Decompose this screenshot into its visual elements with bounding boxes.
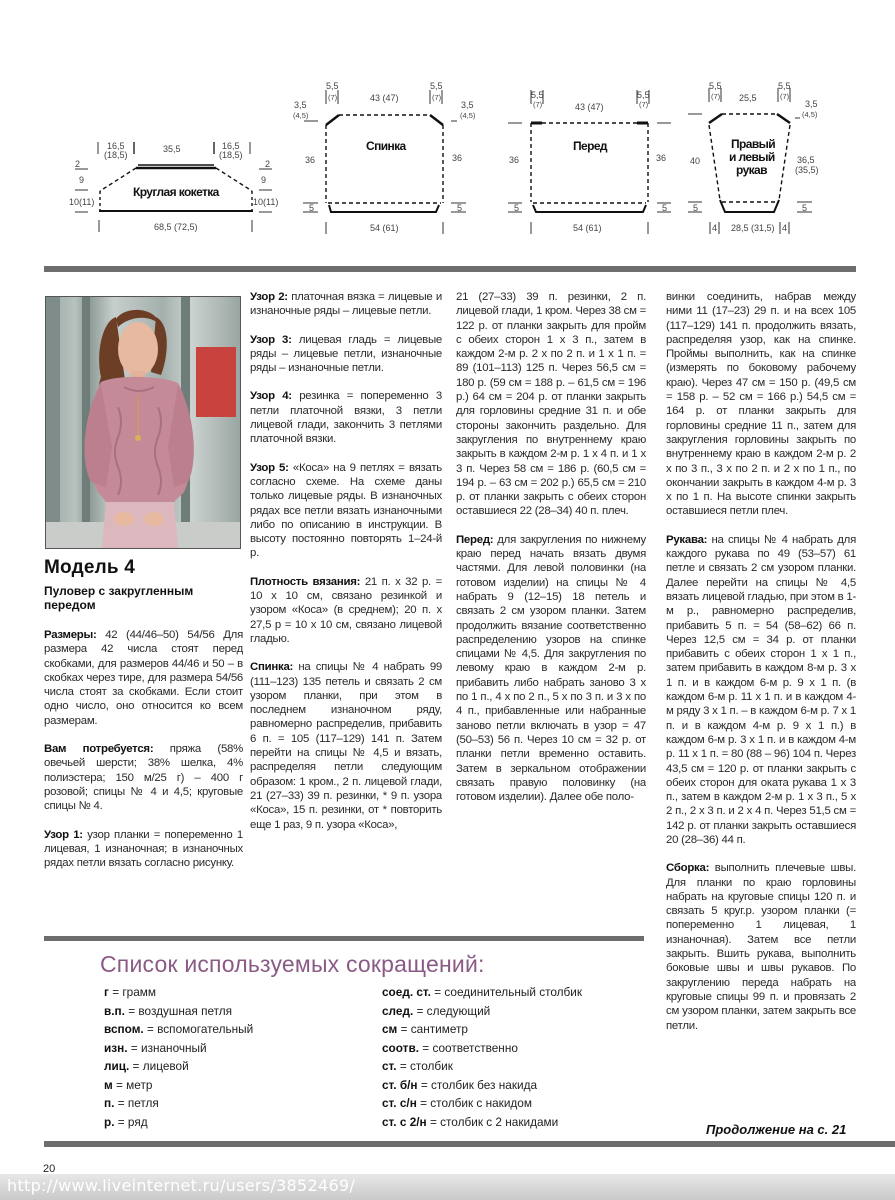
back-section-continued (456, 290, 646, 519)
front-top: 43 (47) (575, 102, 604, 112)
back-text-part1: на спицы № 4 набрать 99 (111–123) 135 петель и связать 2 см узором планки, при этом в последнем изнаночном ряду, равномерно распределив, прибавить 6 п. = 105 (117–129) 141 п. Затем перейти на спицы № 4,5 и вязать, распределяя петли следующим образом: 1 кром., 2 п. лицевой глади, 21 (27–33) 39 п. резинки, * 9 п. узора «Коса», 15 п. резинки, от * повторить еще 1 раз, 9 п. узора «Коса», (250, 661, 442, 831)
yoke-right-top: 2 (265, 159, 271, 169)
sleeve-diagram (688, 81, 819, 234)
sleeve-label-1: Правый (731, 137, 776, 151)
pattern1-text: узор планки = попеременно 1 лицевая, 1 изнаночная; в изнаночных рядах петли вязать согласно рисунку. (44, 828, 243, 870)
divider-abbreviations (44, 936, 644, 941)
divider-top (44, 266, 856, 272)
abbr-term: ст. (382, 1059, 397, 1073)
abbr-term: вспом. (104, 1022, 144, 1036)
abbreviation-item (382, 1002, 582, 1021)
abbr-meaning: = вспомогательный (143, 1022, 254, 1036)
abbr-term: след. (382, 1003, 414, 1018)
sleeve-bottom-side-right: 4 (782, 223, 788, 233)
yoke-left-mid: 9 (79, 175, 85, 185)
abbr-meaning: = лицевой (129, 1059, 189, 1073)
back-label: Спинка (366, 139, 406, 153)
materials-text: пряжа (58% овечьей шерсти; 38% шелка, 4% полиэстера; 150 м/25 г) – 400 г розовой; спицы № 4 и 4,5; круговые спицы № 4. (44, 743, 243, 813)
sleeve-bottom: 28,5 (31,5) (731, 223, 775, 233)
sleeve-cap-left-alt: (7) (711, 92, 721, 101)
sleeve-height-left: 40 (690, 156, 701, 166)
abbr-term: ст. с/н (382, 1096, 417, 1110)
front-shoulder-left-alt: (7) (533, 100, 543, 109)
back-text-part2: 21 (27–33) 39 п. резинки, 2 п. лицевой глади, 1 кром. Через 38 см = 122 р. от планки закрыть для пройм с обеих сторон 1 х 3 п., затем в каждом 2-м р. 2 х по 2 п. и 1 х 1 п. = 89 (101–113) 125 п. Через 56,5 см = 180 р. (59 см = 188 р. – 61,5 см = 196 р.) 64 см = 204 р. от планки закрыть для горловины средние 31 п. и обе стороны закончить раздельно. Для закругления по внутреннему краю закрыть в каждом 2-м р. 1 х 4 п. и 1 х 3 п. Через 58 см = 186 р. (60,5 см = 194 р. – 63 см = 202 р.) 65,5 см = 210 р. от планки закрыть с обеих сторон оставшиеся 22 (28–34) 40 п. плеч. (456, 291, 646, 518)
sleeve-right-top: 3,5 (805, 99, 818, 109)
sleeve-label-2: и левый (729, 150, 775, 164)
abbreviations-list-left (104, 983, 253, 1131)
back-top: 43 (47) (370, 93, 399, 103)
abbr-meaning: = воздушная петля (124, 1003, 233, 1018)
pattern4-section (250, 389, 442, 446)
assembly-text: выполнить плечевые швы. Для планки по краю горловины набрать на круговые спицы 120 п. и связать 5 круг.р. узором планки (= попеременно 1 лицевая, 1 изнаночная). Затем все петли закрыть. Вшить рукава, выполнить боковые швы и швы рукавов. По закруглению переда набрать на круговые спицы 99 п. и провязать 2 см узором планки, затем закрыть все петли. (666, 862, 856, 1032)
abbr-term: см (382, 1022, 398, 1036)
abbr-term: м (104, 1077, 113, 1092)
abbreviation-item (104, 1020, 253, 1039)
abbr-meaning: = петля (114, 1096, 159, 1110)
front-text-part1: для закругления по нижнему краю перед начать вязать двумя частями. Для левой половинки (на готовом изделии) на спицы № 4 набрать 9 (12–15) 18 петель и связать 2 см узором планки. Затем продолжить вязание соответственно распределению узоров на спинке спицами № 4,5. Для закругления по левому краю в каждом 2-м р. прибавить либо набрать заново 3 х по 1 п., 4 х по 2 п., 5 х по 3 п. и 3 х по 4 п., прибавленные или набранные заново петли включать в узор = 47 (50–53) 56 п. Через 10 см = 32 р. от планки петли временно оставить. Затем в зеркальном отображении связать правую половинку (на готовом изделии). Далее обе поло- (456, 533, 646, 804)
front-label: Перед (573, 139, 607, 153)
pattern3-heading: Узор 3: (250, 333, 292, 346)
abbreviation-item (382, 1057, 582, 1076)
abbr-meaning: = соединительный столбик (430, 985, 583, 999)
pattern4-text: резинка = попеременно 3 петли платочной вязки, 3 петли лицевой глади, закончить 3 петлями платочной вязки. (250, 390, 442, 446)
pattern5-heading: Узор 5: (250, 461, 289, 474)
yoke-top-right: 16,5 (222, 141, 240, 151)
sizes-section (44, 628, 243, 728)
front-bottom: 54 (61) (573, 223, 602, 233)
pattern1-section (44, 828, 243, 871)
abbreviations-title: Список используемых сокращений: (100, 951, 485, 977)
assembly-heading: Сборка: (666, 862, 710, 875)
gauge-text: 21 п. х 32 р. = 10 х 10 см, связано резинкой и узором «Коса» (в среднем); 20 п. х 27,5 р = 10 х 10 см, связано лицевой гладью. (250, 575, 442, 645)
yoke-label: Круглая кокетка (133, 185, 219, 199)
sleeve-cap-right: 5,5 (778, 81, 791, 91)
abbr-term: соотв. (382, 1040, 419, 1055)
abbr-meaning: = следующий (413, 1003, 491, 1018)
front-shoulder-right: 5,5 (637, 90, 650, 100)
front-section (456, 533, 646, 805)
back-shoulder-right: 5,5 (430, 81, 443, 91)
abbreviation-item (382, 983, 582, 1002)
divider-bottom (44, 1141, 895, 1147)
column-3 (456, 290, 646, 804)
back-height-right: 36 (452, 153, 463, 163)
abbr-term: р. (104, 1114, 115, 1129)
abbr-meaning: = столбик с накидом (416, 1096, 532, 1110)
yoke-top-left: 16,5 (107, 141, 125, 151)
abbr-term: изн. (104, 1040, 128, 1055)
watermark-url[interactable]: http://www.liveinternet.ru/users/3852469/ (7, 1176, 356, 1195)
abbreviation-item (382, 1039, 582, 1058)
materials-section (44, 742, 243, 813)
front-text-part2: винки соединить, набрав между ними 11 (17–23) 29 п. и на всех 105 (117–129) 141 п. продолжить вязать, распределяя узор, как на спинке. Проймы выполнить, как на спинке (измерять по боковому рабочему краю). Через 47 см = 150 р. (49,5 см = 158 р. – 52 см = 166 р.) 54,5 см = 164 р. от планки закрыть для горловины средние 11 п., затем для закругления горловины закрыть по внутреннему краю в каждом 2-м р. 2 х по 3 п., 3 х по 2 п. и 2 х по 1 п., по окончании закрыть в каждом 4-м р. 3 х по 1 п. На высоте спинки закрыть оставшиеся петли плеч. (666, 291, 856, 518)
sleeve-top: 25,5 (739, 93, 757, 103)
sleeve-cap-right-alt: (7) (780, 92, 790, 101)
yoke-left-bottom: 10(11) (69, 197, 95, 207)
abbr-meaning: = грамм (108, 985, 157, 999)
back-armhole-left: 3,5 (294, 100, 307, 110)
abbreviation-item (104, 983, 253, 1002)
back-armhole-right-alt: (4,5) (460, 111, 476, 120)
abbreviation-item (382, 1113, 582, 1132)
front-height-right: 36 (656, 153, 667, 163)
abbr-meaning: = метр (112, 1077, 153, 1092)
yoke-right-mid: 9 (261, 175, 267, 185)
sleeves-text: на спицы № 4 набрать для каждого рукава по 49 (53–57) 61 петле и связать 2 см узором планки. Далее перейти на спицы № 4,5 вязать лицевой гладью, при этом в 1-м р., равномерно распределив, прибавить 5 п. = 54 (58–62) 66 п. Через 12,5 см = 34 р. от планки прибавить с обеих сторон 1 х 1 п., затем прибавить в каждом 8-м р. 3 х 1 п. и в каждом 6-м р. 9 х 1 п. (в каждом 6-м р. 11 х 1 п. и в каждом 4-м ряду 3 х 1 п. – в каждом 6-м р. 7 х 1 п. и в каждом 4-м р. 9 х 1 п.) в каждом 6-м р. 3 х 1 п. и в каждом 4-м р. 11 х 1 п. = 80 (88 – 96) 104 п. Через 43,5 см = 120 р. от планки закрыть с обеих сторон для оката рукава 1 х 3 п., затем в каждом 2-м р. 1 х 3 п., 5 х 2 п., 2 х 3 п. и 2 х 4 п. Через 51,5 см = 142 р. от планки закрыть оставшиеся 20 (28–36) 44 п. (666, 533, 856, 846)
sleeve-right-top-alt: (4,5) (802, 110, 818, 119)
pattern5-text: «Коса» на 9 петлях = вязать согласно схеме. На схеме даны только лицевые ряды. В изнаночных рядах все петли вязать изнаночными либо по описанию в инструкции. В высоту постоянно повторять 1–24-й р. (250, 461, 442, 560)
assembly-section (666, 861, 856, 1033)
abbr-term: в.п. (104, 1003, 125, 1018)
back-section (250, 660, 442, 832)
abbr-meaning: = столбик с 2 накидами (426, 1114, 559, 1129)
yoke-top-right-alt: (18,5) (219, 150, 243, 160)
model-title: Модель 4 (44, 557, 136, 578)
front-diagram (508, 90, 671, 234)
yoke-top-center: 35,5 (163, 144, 181, 154)
front-band-left: 5 (514, 203, 520, 213)
back-armhole-left-alt: (4,5) (293, 111, 309, 120)
gauge-heading: Плотность вязания: (250, 575, 361, 588)
back-armhole-right: 3,5 (461, 100, 474, 110)
model-subtitle: Пуловер с закругленным передом (44, 584, 194, 612)
abbr-meaning: = сантиметр (397, 1022, 468, 1036)
abbr-term: соед. ст. (382, 985, 431, 999)
front-heading: Перед: (456, 533, 494, 546)
abbreviations-list-right (382, 983, 582, 1131)
abbr-term: ст. б/н (382, 1077, 418, 1092)
abbreviation-item (104, 1057, 253, 1076)
abbr-term: лиц. (104, 1059, 130, 1073)
column-1 (44, 628, 243, 870)
back-shoulder-right-alt: (7) (432, 93, 442, 102)
abbreviation-item (382, 1020, 582, 1039)
sleeve-label-3: рукав (736, 163, 767, 177)
column-2 (250, 290, 442, 832)
abbreviation-item (104, 1113, 253, 1132)
abbreviation-item (104, 1076, 253, 1095)
sleeve-height-right-alt: (35,5) (795, 165, 819, 175)
back-band-left: 5 (309, 203, 315, 213)
sleeves-section (666, 533, 856, 848)
back-shoulder-left: 5,5 (326, 81, 339, 91)
yoke-top-left-alt: (18,5) (104, 150, 128, 160)
abbr-meaning: = изнаночный (127, 1040, 207, 1055)
continuation-note: Продолжение на с. 21 (706, 1122, 847, 1137)
back-heading: Спинка: (250, 661, 294, 674)
sleeve-band-left: 5 (693, 203, 699, 213)
back-diagram (293, 81, 476, 234)
abbreviation-item (104, 1039, 253, 1058)
pattern2-section (250, 290, 442, 319)
sleeve-bottom-side-left: 4 (712, 223, 718, 233)
front-section-continued (666, 290, 856, 519)
pattern3-text: лицевая гладь = лицевые ряды – лицевые петли, изнаночные ряды – изнаночные петли. (250, 333, 442, 375)
abbreviation-item (382, 1094, 582, 1113)
back-height-left: 36 (305, 155, 316, 165)
yoke-bottom: 68,5 (72,5) (154, 222, 198, 232)
abbr-meaning: = ряд (114, 1114, 148, 1129)
gauge-section (250, 575, 442, 646)
back-bottom: 54 (61) (370, 223, 399, 233)
back-shoulder-left-alt: (7) (328, 93, 338, 102)
yoke-left-top: 2 (75, 159, 81, 169)
pattern2-heading: Узор 2: (250, 291, 288, 303)
front-band-right: 5 (662, 203, 668, 213)
sleeve-cap-left: 5,5 (709, 81, 722, 91)
abbr-term: п. (104, 1096, 115, 1110)
yoke-right-bottom: 10(11) (253, 197, 279, 207)
page-number: 20 (43, 1163, 56, 1175)
yoke-diagram (69, 141, 278, 232)
back-band-right: 5 (457, 203, 463, 213)
materials-heading: Вам потребуется: (44, 743, 154, 756)
sleeve-height-right: 36,5 (797, 155, 815, 165)
abbreviation-item (104, 1002, 253, 1021)
abbreviation-item (382, 1076, 582, 1095)
woman-in-sweater-illustration (46, 297, 240, 548)
pattern5-section (250, 461, 442, 561)
sleeve-band-right: 5 (802, 203, 808, 213)
column-4 (666, 290, 856, 1033)
abbr-meaning: = столбик (396, 1059, 453, 1073)
sizes-heading: Размеры: (44, 629, 97, 641)
sizes-text: 42 (44/46–50) 54/56 Для размера 42 числа стоят перед скобками, для размеров 44/46 и 50 – в скобках через тире, для размера 54/56 числа стоят за скобками. Если стоит одно число, оно относится ко всем размерам. (44, 629, 243, 727)
pattern2-text: платочная вязка = лицевые и изнаночные ряды – лицевые петли. (250, 291, 442, 318)
pattern4-heading: Узор 4: (250, 390, 292, 403)
schematic-diagrams (0, 0, 895, 250)
abbr-meaning: = соответственно (419, 1040, 518, 1055)
model-photo (45, 296, 241, 549)
abbreviation-item (104, 1094, 253, 1113)
pattern3-section (250, 333, 442, 376)
front-shoulder-left: 5,5 (531, 90, 544, 100)
sleeves-heading: Рукава: (666, 533, 708, 546)
abbr-term: ст. с 2/н (382, 1114, 427, 1129)
pattern1-heading: Узор 1: (44, 828, 83, 841)
front-height-left: 36 (509, 155, 520, 165)
front-shoulder-right-alt: (7) (639, 100, 649, 109)
abbr-term: г (104, 985, 109, 999)
abbr-meaning: = столбик без накида (417, 1077, 538, 1092)
